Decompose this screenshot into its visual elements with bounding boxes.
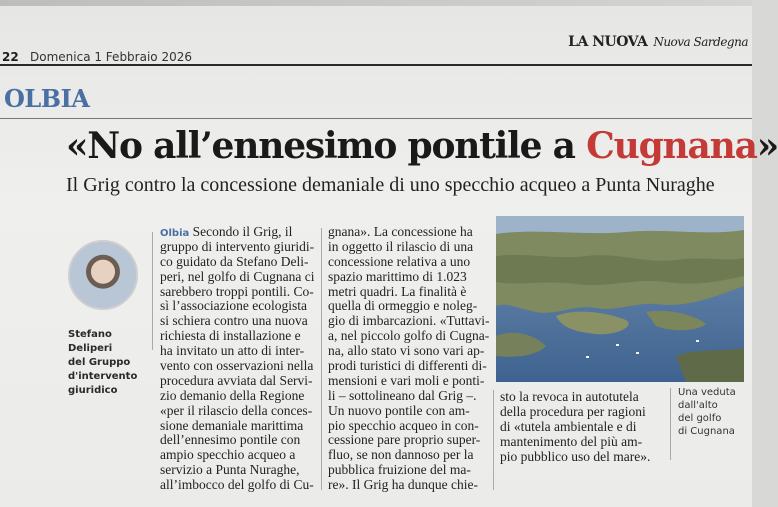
headline-suffix: » xyxy=(756,125,778,167)
article-line-text: in oggetto il rilascio di una xyxy=(328,238,474,254)
issue-date: Domenica 1 Febbraio 2026 xyxy=(30,50,192,64)
article-line-text: vento con osservazioni nella xyxy=(160,358,314,374)
article-line xyxy=(328,270,489,285)
article-line-text: spazio marittimo di 1.023 xyxy=(328,268,467,284)
article-line-text: na, allo stato vi sono vari ap- xyxy=(328,343,485,359)
photo-caption xyxy=(678,386,744,438)
article-lead-location: Olbia xyxy=(160,228,190,239)
article-line-text: Secondo il Grig, il xyxy=(189,224,293,239)
article-line xyxy=(328,419,489,434)
article-line xyxy=(160,463,314,478)
article-line-text: all’imbocco del golfo di Cu- xyxy=(160,477,314,493)
article-line xyxy=(160,270,314,285)
section-rule xyxy=(0,118,752,119)
article-line xyxy=(160,448,314,463)
article-line xyxy=(160,225,314,240)
article-line xyxy=(328,329,489,344)
masthead-title: LA NUOVA xyxy=(568,34,648,50)
caption-line: dall'alto xyxy=(678,400,718,411)
article-line-text: pubblica fruizione del ma- xyxy=(328,462,471,478)
article-line-text: gio di imbarcazioni. «Tuttavi- xyxy=(328,313,490,329)
byline-line: Stefano xyxy=(68,329,112,340)
article-line xyxy=(328,389,489,404)
article-line-text: peri, nel golfo di Cugnana ci xyxy=(160,268,315,284)
article-line-text: a, nel piccolo golfo di Cugna- xyxy=(328,328,490,344)
byline-divider xyxy=(152,232,153,350)
article-line-text: metri quadri. La finalità è xyxy=(328,283,467,299)
article-line-text: gruppo di intervento giuridi- xyxy=(160,238,315,254)
article-line-text: sì l’associazione ecologista xyxy=(160,298,307,314)
article-line xyxy=(328,314,489,329)
article-line xyxy=(160,433,314,448)
article-line xyxy=(328,359,489,374)
page-fold xyxy=(0,0,752,6)
article-line-text: sione demaniale marittima xyxy=(160,417,304,433)
column-divider xyxy=(493,390,494,490)
article-line xyxy=(160,329,314,344)
article-line xyxy=(328,285,489,300)
article-line-text: sarebbero troppi pontili. Co- xyxy=(160,283,314,299)
article-line xyxy=(328,225,489,240)
article-line-text: ampio specchio acqueo a xyxy=(160,447,296,463)
article-line xyxy=(500,420,650,435)
article-line-text: gnana». La concessione ha xyxy=(328,224,473,239)
article-line xyxy=(328,240,489,255)
author-byline xyxy=(68,328,146,398)
article-line-text: quella di ormeggio e noleg- xyxy=(328,298,478,314)
article-column-1 xyxy=(160,225,314,493)
header-rule xyxy=(0,64,752,66)
author-portrait xyxy=(68,240,138,310)
byline-line: giuridico xyxy=(68,385,118,396)
article-line xyxy=(328,433,489,448)
article-line xyxy=(328,404,489,419)
page-number: 22 xyxy=(2,50,19,64)
article-column-2 xyxy=(328,225,489,493)
headline xyxy=(66,125,778,167)
article-line xyxy=(328,344,489,359)
masthead-subtitle: Nuova Sardegna xyxy=(653,35,748,49)
article-line-text: servizio a Punta Nuraghe, xyxy=(160,462,300,478)
article-line-text: fluo, se non dannoso per la xyxy=(328,447,474,463)
article-line xyxy=(500,405,650,420)
article-line xyxy=(328,463,489,478)
article-line xyxy=(328,255,489,270)
article-line-text: cessione pare proprio super- xyxy=(328,432,481,448)
article-line xyxy=(160,255,314,270)
article-line-text: richiesta di installazione e xyxy=(160,328,301,344)
aerial-photo-cugnana xyxy=(496,216,744,382)
section-title: OLBIA xyxy=(4,84,90,113)
aerial-photo-drawing xyxy=(496,216,744,382)
caption-divider xyxy=(670,388,671,460)
article-line xyxy=(160,240,314,255)
article-line xyxy=(328,374,489,389)
article-line-text: sto la revoca in autotutela xyxy=(500,389,639,404)
subheadline: Il Grig contro la concessione demaniale di uno specchio acqueo a Punta Nuraghe xyxy=(66,174,715,196)
article-line xyxy=(500,390,650,405)
article-line-text: ha invitato un atto di inter- xyxy=(160,343,305,359)
article-line-text: procedura avviata dal Servi- xyxy=(160,372,313,388)
byline-line: d'intervento xyxy=(68,371,138,382)
article-line-text: Un nuovo pontile con am- xyxy=(328,402,470,418)
article-line-text: re». Il Grig ha dunque chie- xyxy=(328,477,478,493)
article-line-text: della procedura per ragioni xyxy=(500,403,646,419)
article-line xyxy=(160,389,314,404)
caption-line: di Cugnana xyxy=(678,426,735,437)
article-line-text: dell’ennesimo pontile con xyxy=(160,432,301,448)
article-line-text: prodi turistici di differenti di- xyxy=(328,358,487,374)
article-line-text: pio pubblico uso del mare». xyxy=(500,448,651,464)
article-line xyxy=(160,285,314,300)
article-line xyxy=(328,448,489,463)
byline-line: Deliperi xyxy=(68,343,113,354)
article-line xyxy=(328,478,489,493)
article-line-text: di «tutela ambientale e di xyxy=(500,418,637,434)
article-column-3 xyxy=(500,390,650,464)
article-line-text: mantenimento del più am- xyxy=(500,433,643,449)
article-line xyxy=(160,404,314,419)
article-line-text: concessione relativa a uno xyxy=(328,253,471,269)
article-line-text: zio demanio della Regione xyxy=(160,387,305,403)
caption-line: del golfo xyxy=(678,413,722,424)
headline-highlight: Cugnana xyxy=(586,125,757,167)
article-line xyxy=(160,374,314,389)
caption-line: Una veduta xyxy=(678,387,736,398)
article-line-text: si schiera contro una nuova xyxy=(160,313,308,329)
article-line xyxy=(160,314,314,329)
article-line-text: mensioni e vari moli e ponti- xyxy=(328,372,485,388)
article-line xyxy=(328,299,489,314)
article-line xyxy=(500,435,650,450)
masthead xyxy=(568,34,748,50)
headline-prefix: «No all’ennesimo pontile a xyxy=(66,125,587,167)
article-line xyxy=(160,344,314,359)
byline-line: del Gruppo xyxy=(68,357,131,368)
article-line xyxy=(160,299,314,314)
article-line xyxy=(160,419,314,434)
article-line-text: «per il rilascio della conces- xyxy=(160,402,313,418)
article-line xyxy=(500,450,650,465)
article-line-text: co guidato da Stefano Deli- xyxy=(160,253,309,269)
article-line-text: pio specchio acqueo in con- xyxy=(328,417,479,433)
column-divider xyxy=(321,228,322,490)
article-line xyxy=(160,478,314,493)
article-line xyxy=(160,359,314,374)
article-line-text: li – sottolineano dal Grig –. xyxy=(328,387,477,403)
